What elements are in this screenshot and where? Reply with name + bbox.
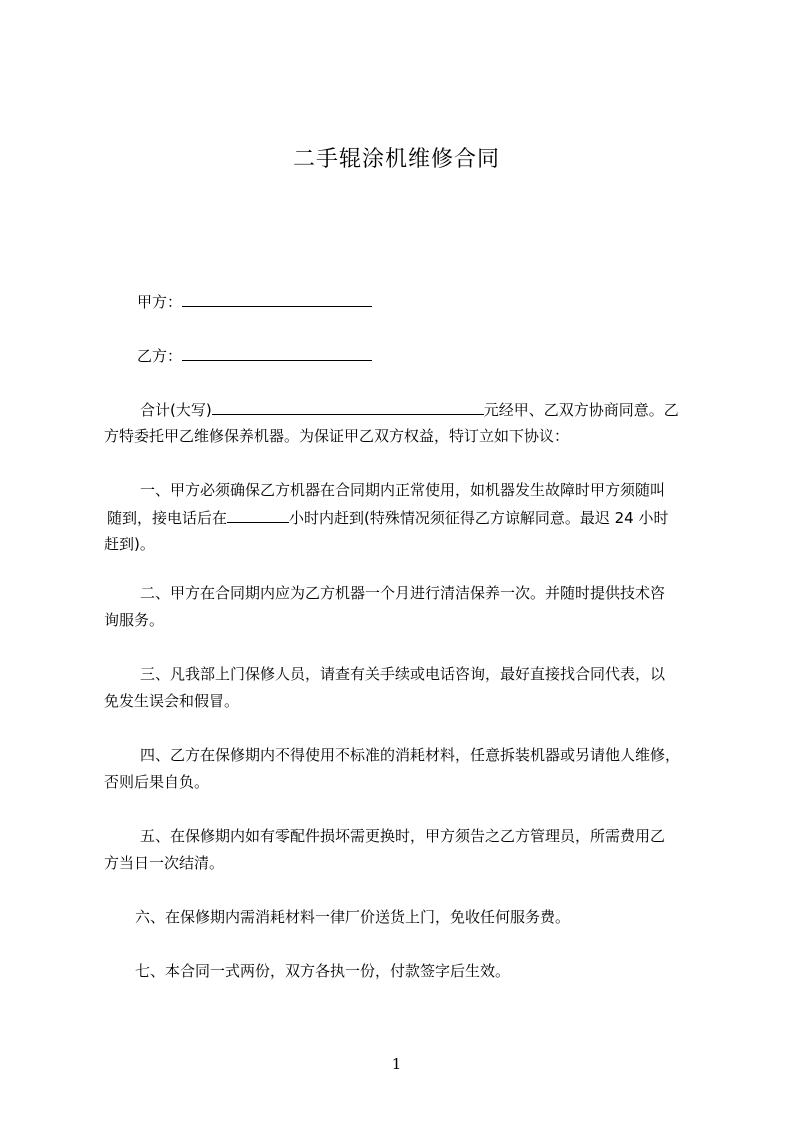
clause-5-line-1: 五、在保修期内如有零配件损坏需更换时，甲方须告之乙方管理员，所需费用乙 <box>140 827 666 845</box>
clause-5-line-2: 方当日一次结清。 <box>104 854 225 872</box>
total-line <box>140 399 740 420</box>
clause-1-suffix: 小时内赶到(特殊情况须征得乙方谅解同意。最迟 24 小时 <box>289 509 669 527</box>
clause-1-prefix: 随到，接电话后在 <box>107 509 228 527</box>
party-b-label: 乙方： <box>137 347 183 365</box>
party-b-blank <box>182 345 372 361</box>
clause-1-line-2 <box>107 507 707 528</box>
party-a-line <box>137 291 737 312</box>
clause-1-line-3: 赶到)。 <box>104 535 155 553</box>
clause-3-line-1: 三、凡我部上门保修人员，请查有关手续或电话咨询，最好直接找合同代表，以 <box>140 665 666 683</box>
clause-4-line-1: 四、乙方在保修期内不得使用不标准的消耗材料，任意拆装机器或另请他人维修， <box>140 746 681 764</box>
total-amount-blank <box>212 399 484 415</box>
document-title: 二手辊涂机维修合同 <box>292 147 500 172</box>
party-b-line <box>137 345 737 366</box>
hours-blank <box>227 507 289 523</box>
total-prefix: 合计(大写) <box>140 401 212 419</box>
page-number: 1 <box>391 1055 402 1073</box>
intro-line-2: 方特委托甲乙维修保养机器。为保证甲乙双方权益，特订立如下协议： <box>104 427 570 445</box>
clause-2-line-1: 二、甲方在合同期内应为乙方机器一个月进行清洁保养一次。并随时提供技术咨 <box>140 584 666 602</box>
clause-6: 六、在保修期内需消耗材料一律厂价送货上门，免收任何服务费。 <box>135 908 571 926</box>
party-a-blank <box>182 291 372 307</box>
total-suffix: 元经甲、乙双方协商同意。乙 <box>483 401 679 419</box>
clause-1-line-1: 一、甲方必须确保乙方机器在合同期内正常使用，如机器发生故障时甲方须随叫 <box>140 481 666 499</box>
clause-3-line-2: 免发生误会和假冒。 <box>104 692 240 710</box>
party-a-label: 甲方： <box>137 293 183 311</box>
clause-2-line-2: 询服务。 <box>104 611 165 629</box>
clause-4-line-2: 否则后果自负。 <box>104 773 210 791</box>
clause-7: 七、本合同一式两份，双方各执一份，付款签字后生效。 <box>135 962 511 980</box>
